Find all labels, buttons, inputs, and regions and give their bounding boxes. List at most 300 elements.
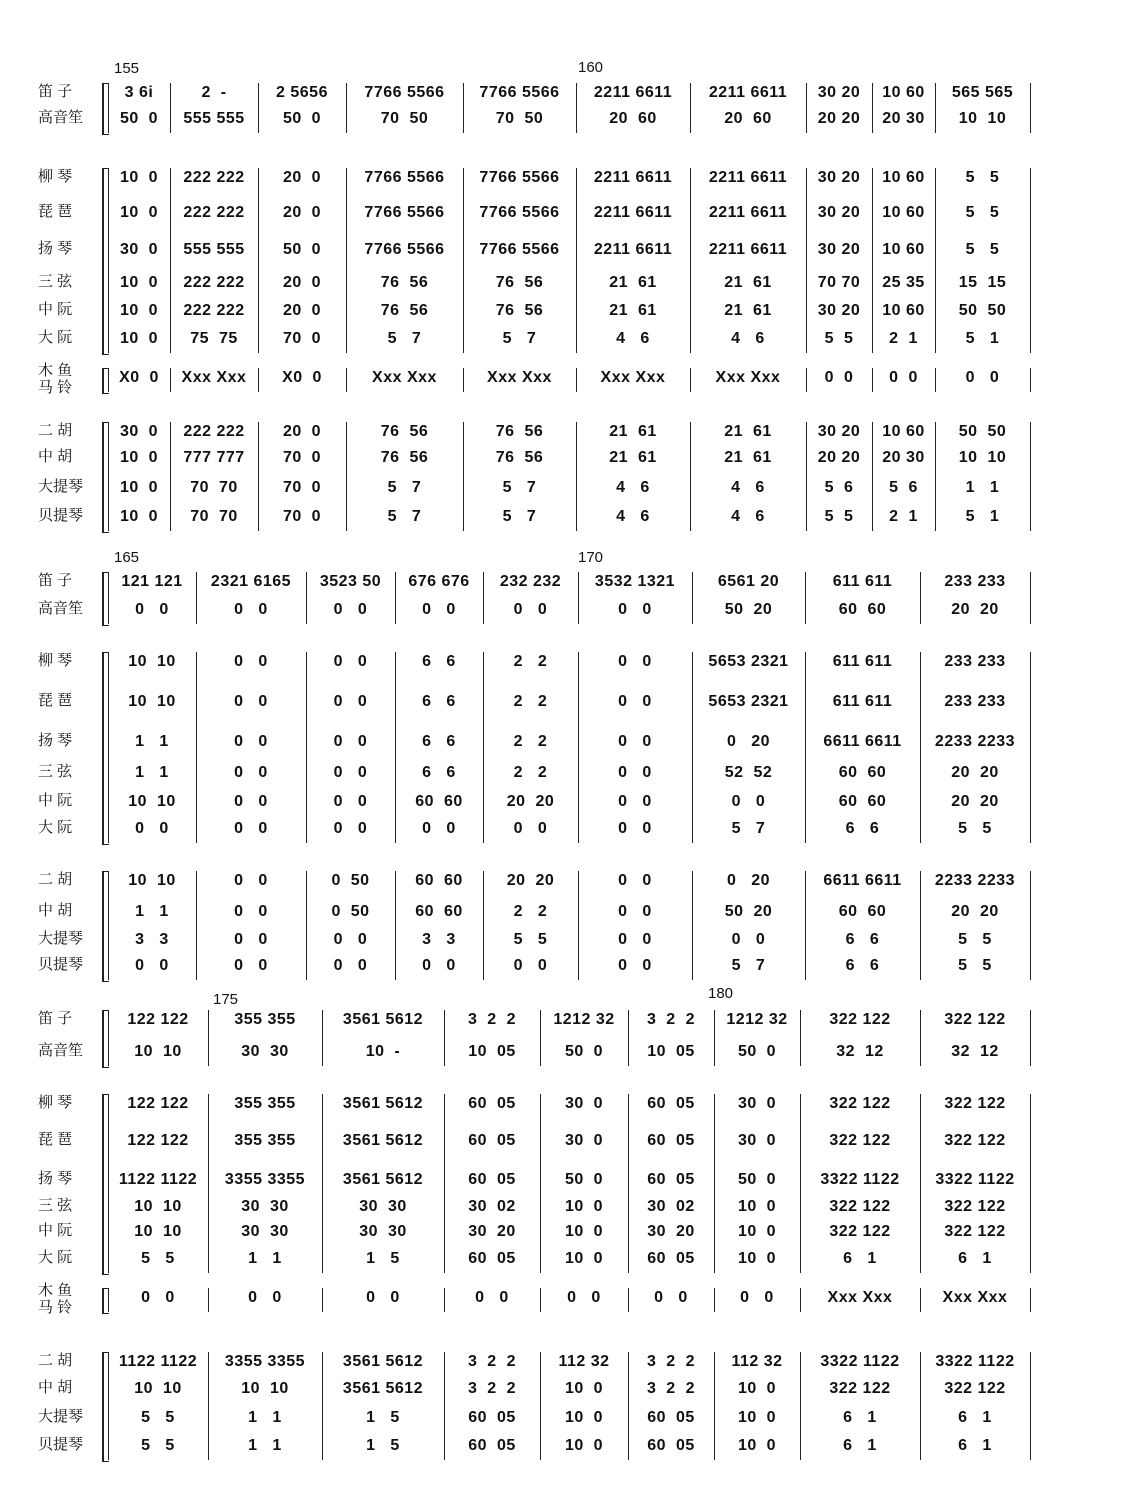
measure-cell: 10 0 <box>119 274 159 291</box>
measure-cell: 30 30 <box>359 1198 407 1215</box>
measure-cell: Xxx Xxx <box>715 369 781 386</box>
measure-cell: 0 0 <box>234 653 268 670</box>
barline <box>108 572 109 624</box>
measure-cell: 0 50 <box>331 872 370 889</box>
measure-cell: 2 5656 <box>276 84 328 101</box>
measure-cell: 5 7 <box>731 820 766 837</box>
measure-cell: 70 50 <box>380 110 429 127</box>
measure-cell: Xxx Xxx <box>827 1289 893 1306</box>
barline <box>108 1094 109 1273</box>
measure-cell: Xxx Xxx <box>372 369 437 386</box>
measure-cell: 60 60 <box>838 601 887 618</box>
measure-cell: 70 0 <box>282 449 322 466</box>
barline <box>806 422 807 531</box>
measure-cell: 2 1 <box>889 330 918 347</box>
measure-cell: 322 122 <box>944 1095 1006 1112</box>
measure-cell: 6 1 <box>958 1409 992 1426</box>
barline <box>463 168 464 353</box>
barline <box>628 1288 629 1312</box>
barline <box>108 368 109 392</box>
measure-cell: 2 2 <box>513 903 548 920</box>
measure-cell: 2233 2233 <box>934 872 1016 889</box>
measure-cell: 15 15 <box>958 274 1007 291</box>
measure-cell: Xxx Xxx <box>181 369 247 386</box>
measure-cell: 30 20 <box>817 302 861 319</box>
barline <box>872 368 873 392</box>
measure-cell: 3 2 2 <box>647 1011 695 1028</box>
measure-cell: X0 0 <box>282 369 322 386</box>
measure-cell: 0 0 <box>731 931 766 948</box>
measure-cell: 222 222 <box>183 302 245 319</box>
measure-cell: 60 05 <box>468 1437 516 1454</box>
barline <box>692 652 693 843</box>
measure-cell: 60 05 <box>647 1171 695 1188</box>
measure-cell: 1 5 <box>366 1250 400 1267</box>
instrument-label: 高音笙 <box>38 1042 84 1059</box>
measure-cell: 2 - <box>201 84 227 101</box>
measure-cell: 10 10 <box>958 110 1007 127</box>
barline <box>1030 1094 1031 1273</box>
measure-cell: 5 5 <box>965 204 1000 221</box>
measure-cell: 30 30 <box>241 1043 289 1060</box>
instrument-label: 大 阮 <box>38 1249 73 1266</box>
measure-cell: 20 30 <box>882 110 925 127</box>
barline <box>322 1010 323 1066</box>
measure-cell: 50 20 <box>724 903 773 920</box>
measure-cell: 10 60 <box>882 241 925 258</box>
barline <box>444 1010 445 1066</box>
measure-cell: 2211 6611 <box>593 204 673 221</box>
measure-cell: 7766 5566 <box>364 84 445 101</box>
barline <box>920 1352 921 1460</box>
measure-cell: Xxx Xxx <box>487 369 552 386</box>
measure-cell: 21 61 <box>724 449 772 466</box>
measure-cell: 2 2 <box>513 693 548 710</box>
measure-cell: 10 0 <box>737 1223 777 1240</box>
measure-cell: 3322 1122 <box>820 1171 900 1188</box>
measure-cell: 60 05 <box>468 1132 516 1149</box>
barline <box>108 1288 109 1312</box>
measure-cell: 30 30 <box>359 1223 407 1240</box>
measure-cell: 0 0 <box>475 1289 509 1306</box>
measure-cell: 30 20 <box>817 241 861 258</box>
instrument-label: 二 胡 <box>38 422 73 439</box>
barline <box>346 368 347 392</box>
measure-cell: 10 10 <box>958 449 1007 466</box>
measure-cell: 10 0 <box>737 1250 777 1267</box>
barline <box>800 1288 801 1312</box>
barline <box>170 368 171 392</box>
measure-cell: 0 0 <box>618 733 652 750</box>
measure-cell: 0 0 <box>889 369 918 386</box>
measure-cell: 0 0 <box>366 1289 400 1306</box>
measure-cell: 5 6 <box>889 479 918 496</box>
barline <box>628 1352 629 1460</box>
measure-cell: 5 7 <box>731 957 766 974</box>
measure-cell: 4 6 <box>731 479 765 496</box>
measure-cell: 20 0 <box>282 423 322 440</box>
measure-cell: 76 56 <box>380 423 429 440</box>
measure-cell: 10 05 <box>647 1043 695 1060</box>
measure-cell: 0 0 <box>333 764 368 781</box>
barline <box>306 572 307 624</box>
measure-cell: 25 35 <box>882 274 925 291</box>
measure-cell: 10 60 <box>882 169 925 186</box>
barline <box>108 83 109 133</box>
measure-cell: 3 3 <box>422 931 456 948</box>
measure-cell: 112 32 <box>558 1353 610 1370</box>
measure-cell: 10 0 <box>564 1223 604 1240</box>
measure-cell: 10 0 <box>119 508 159 525</box>
measure-number-start: 165 <box>114 549 140 566</box>
measure-cell: 676 676 <box>408 573 470 590</box>
measure-cell: 6 1 <box>843 1409 877 1426</box>
measure-cell: 5 7 <box>502 330 537 347</box>
measure-cell: 50 0 <box>737 1043 777 1060</box>
measure-cell: 30 0 <box>119 423 159 440</box>
barline <box>108 1352 109 1460</box>
measure-cell: 555 555 <box>183 110 245 127</box>
measure-cell: 6 1 <box>958 1250 992 1267</box>
measure-cell: 322 122 <box>944 1011 1006 1028</box>
measure-cell: 21 61 <box>609 449 657 466</box>
measure-cell: 0 0 <box>333 733 368 750</box>
barline <box>258 168 259 353</box>
measure-cell: 10 0 <box>119 449 159 466</box>
measure-cell: 7766 5566 <box>479 241 560 258</box>
barline <box>806 368 807 392</box>
barline <box>872 168 873 353</box>
measure-cell: 76 56 <box>495 449 544 466</box>
barline <box>714 1010 715 1066</box>
instrument-label: 中 胡 <box>38 902 73 919</box>
barline <box>935 422 936 531</box>
measure-cell: 2 1 <box>889 508 918 525</box>
measure-cell: 20 0 <box>282 204 322 221</box>
measure-cell: 0 0 <box>618 872 652 889</box>
measure-cell: 1 1 <box>135 903 169 920</box>
measure-cell: 7766 5566 <box>364 241 445 258</box>
instrument-label: 中 阮 <box>38 301 73 318</box>
measure-cell: 76 56 <box>495 302 544 319</box>
measure-cell: 0 0 <box>965 369 1000 386</box>
measure-cell: 0 0 <box>333 931 368 948</box>
barline <box>1030 422 1031 531</box>
measure-cell: 0 0 <box>513 601 548 618</box>
measure-cell: 10 0 <box>737 1437 777 1454</box>
measure-cell: 30 0 <box>564 1132 604 1149</box>
measure-cell: 5 1 <box>965 330 1000 347</box>
measure-cell: 50 0 <box>119 110 159 127</box>
instrument-label: 柳 琴 <box>38 168 73 185</box>
barline <box>1030 1352 1031 1460</box>
measure-cell: 322 122 <box>944 1198 1006 1215</box>
measure-cell: 30 0 <box>737 1132 777 1149</box>
measure-cell: 5 6 <box>824 479 854 496</box>
measure-cell: 0 0 <box>654 1289 688 1306</box>
barline <box>346 83 347 133</box>
measure-cell: 20 20 <box>951 601 999 618</box>
measure-cell: 10 - <box>365 1043 401 1060</box>
measure-cell: 0 0 <box>618 764 652 781</box>
measure-cell: 60 05 <box>647 1250 695 1267</box>
measure-cell: 222 222 <box>183 169 245 186</box>
measure-cell: 0 0 <box>333 957 368 974</box>
measure-cell: 6 6 <box>422 653 456 670</box>
barline <box>805 871 806 980</box>
measure-cell: 6 6 <box>422 733 456 750</box>
barline <box>463 83 464 133</box>
instrument-label: 贝提琴 <box>38 1436 84 1453</box>
measure-cell: 3 6i <box>124 84 154 101</box>
measure-cell: 60 60 <box>415 793 463 810</box>
barline <box>540 1094 541 1273</box>
barline <box>483 652 484 843</box>
instrument-label: 三 弦 <box>38 273 73 290</box>
measure-cell: 233 233 <box>944 653 1006 670</box>
measure-cell: 0 0 <box>422 601 456 618</box>
measure-cell: 322 122 <box>829 1223 891 1240</box>
measure-cell: 0 0 <box>234 764 268 781</box>
measure-cell: 322 122 <box>944 1223 1006 1240</box>
measure-cell: 0 0 <box>234 820 268 837</box>
measure-cell: 1 1 <box>248 1437 282 1454</box>
barline <box>444 1094 445 1273</box>
measure-cell: 0 0 <box>618 601 652 618</box>
measure-cell: 5653 2321 <box>708 653 789 670</box>
instrument-label: 大提琴 <box>38 930 84 947</box>
measure-cell: 233 233 <box>944 573 1006 590</box>
measure-cell: 5 5 <box>513 931 548 948</box>
measure-cell: 30 0 <box>564 1095 604 1112</box>
barline <box>196 871 197 980</box>
measure-cell: 3355 3355 <box>224 1353 306 1370</box>
measure-cell: 0 0 <box>234 872 268 889</box>
measure-cell: 5 5 <box>141 1409 175 1426</box>
measure-cell: 5 5 <box>958 957 992 974</box>
measure-cell: 122 122 <box>127 1095 189 1112</box>
instrument-label: 二 胡 <box>38 871 73 888</box>
measure-cell: 3561 5612 <box>342 1380 424 1397</box>
measure-cell: 10 60 <box>882 302 925 319</box>
measure-cell: 233 233 <box>944 693 1006 710</box>
measure-cell: 1212 32 <box>553 1011 615 1028</box>
barline <box>920 572 921 624</box>
barline <box>714 1094 715 1273</box>
measure-cell: 322 122 <box>829 1380 891 1397</box>
barline <box>395 871 396 980</box>
measure-cell: 0 0 <box>618 653 652 670</box>
barline <box>196 572 197 624</box>
measure-cell: 1 5 <box>366 1409 400 1426</box>
measure-cell: 5 5 <box>965 241 1000 258</box>
measure-cell: 0 0 <box>234 903 268 920</box>
measure-cell: 30 02 <box>647 1198 695 1215</box>
measure-cell: 0 0 <box>422 957 456 974</box>
measure-cell: 0 0 <box>618 820 652 837</box>
measure-cell: 0 50 <box>331 903 370 920</box>
instrument-label: 中 阮 <box>38 792 73 809</box>
measure-cell: 50 0 <box>282 110 322 127</box>
measure-cell: 5 5 <box>824 508 854 525</box>
measure-cell: 1212 32 <box>726 1011 788 1028</box>
barline <box>806 168 807 353</box>
measure-cell: 20 60 <box>609 110 657 127</box>
measure-cell: 10 0 <box>737 1409 777 1426</box>
measure-cell: 0 0 <box>234 693 268 710</box>
instrument-label: 大提琴 <box>38 478 84 495</box>
measure-cell: 30 30 <box>241 1223 289 1240</box>
barline <box>322 1288 323 1312</box>
measure-cell: 76 56 <box>380 274 429 291</box>
measure-cell: 4 6 <box>731 330 765 347</box>
measure-cell: 10 10 <box>128 693 176 710</box>
measure-cell: 7766 5566 <box>479 204 560 221</box>
barline <box>1030 368 1031 392</box>
barline <box>800 1094 801 1273</box>
barline <box>258 368 259 392</box>
measure-cell: 3561 5612 <box>342 1095 424 1112</box>
barline <box>108 422 109 531</box>
measure-cell: 10 10 <box>134 1198 182 1215</box>
barline <box>628 1010 629 1066</box>
measure-cell: 76 56 <box>495 274 544 291</box>
measure-cell: 0 0 <box>141 1289 175 1306</box>
instrument-label: 中 胡 <box>38 1379 73 1396</box>
barline <box>258 83 259 133</box>
measure-cell: 20 20 <box>506 793 555 810</box>
measure-cell: 3355 3355 <box>224 1171 306 1188</box>
measure-cell: 1 5 <box>366 1437 400 1454</box>
measure-cell: 0 0 <box>618 903 652 920</box>
measure-cell: 0 0 <box>333 693 368 710</box>
measure-cell: 222 222 <box>183 423 245 440</box>
barline <box>806 83 807 133</box>
measure-cell: 0 0 <box>234 957 268 974</box>
measure-number-mid: 170 <box>578 549 604 566</box>
measure-cell: 10 10 <box>128 872 176 889</box>
measure-cell: 2211 6611 <box>708 84 788 101</box>
measure-cell: 121 121 <box>121 573 183 590</box>
instrument-label: 高音笙 <box>38 109 84 126</box>
barline <box>872 422 873 531</box>
measure-cell: 70 0 <box>282 330 322 347</box>
measure-cell: 60 60 <box>838 793 887 810</box>
instrument-label: 琵 琶 <box>38 692 73 709</box>
measure-cell: 611 611 <box>832 573 893 590</box>
measure-cell: 10 0 <box>119 169 159 186</box>
measure-cell: 2211 6611 <box>708 204 788 221</box>
measure-cell: 3561 5612 <box>342 1353 424 1370</box>
measure-cell: 5 7 <box>502 508 537 525</box>
instrument-label: 二 胡 <box>38 1352 73 1369</box>
measure-cell: 32 12 <box>951 1043 999 1060</box>
measure-cell: 112 32 <box>731 1353 783 1370</box>
barline <box>714 1288 715 1312</box>
measure-cell: 122 122 <box>127 1011 189 1028</box>
measure-cell: 21 61 <box>724 274 772 291</box>
measure-cell: 76 56 <box>495 423 544 440</box>
measure-cell: 555 555 <box>183 241 245 258</box>
measure-cell: 0 0 <box>333 820 368 837</box>
measure-cell: 60 05 <box>468 1409 516 1426</box>
measure-cell: 0 0 <box>234 733 268 750</box>
measure-cell: 30 02 <box>468 1198 516 1215</box>
measure-cell: 10 0 <box>119 479 159 496</box>
barline <box>578 572 579 624</box>
measure-cell: 0 0 <box>513 820 548 837</box>
measure-cell: 10 0 <box>564 1380 604 1397</box>
measure-cell: 21 61 <box>609 274 657 291</box>
barline <box>1030 1288 1031 1312</box>
instrument-label: 贝提琴 <box>38 507 84 524</box>
measure-cell: 70 70 <box>190 479 238 496</box>
barline <box>483 572 484 624</box>
measure-cell: 1 1 <box>135 733 169 750</box>
measure-cell: 2211 6611 <box>593 169 673 186</box>
measure-cell: 60 60 <box>838 903 887 920</box>
barline <box>920 1010 921 1066</box>
barline <box>1030 652 1031 843</box>
barline <box>306 871 307 980</box>
measure-cell: 3561 5612 <box>342 1132 424 1149</box>
barline <box>800 1010 801 1066</box>
measure-cell: 322 122 <box>829 1095 891 1112</box>
measure-cell: 10 10 <box>134 1043 182 1060</box>
instrument-label: 大 阮 <box>38 819 73 836</box>
measure-cell: 10 0 <box>737 1198 777 1215</box>
measure-cell: 10 0 <box>564 1409 604 1426</box>
measure-cell: 6611 6611 <box>823 733 902 750</box>
measure-cell: 70 70 <box>190 508 238 525</box>
measure-cell: 0 0 <box>422 820 456 837</box>
instrument-label: 扬 琴 <box>38 240 73 257</box>
measure-cell: 50 50 <box>958 302 1007 319</box>
instrument-label: 柳 琴 <box>38 652 73 669</box>
measure-cell: 1 1 <box>135 764 169 781</box>
measure-cell: 5 7 <box>387 479 422 496</box>
instrument-label: 木 鱼 马 铃 <box>38 362 73 396</box>
measure-cell: 355 355 <box>234 1011 296 1028</box>
measure-cell: 1122 1122 <box>118 1353 198 1370</box>
measure-cell: 5653 2321 <box>708 693 789 710</box>
measure-number-start: 155 <box>114 60 140 77</box>
measure-cell: 3322 1122 <box>935 1353 1015 1370</box>
measure-cell: 10 0 <box>564 1250 604 1267</box>
measure-cell: 10 10 <box>128 793 176 810</box>
measure-cell: 60 60 <box>838 764 887 781</box>
measure-cell: 6 6 <box>845 820 880 837</box>
measure-cell: 222 222 <box>183 204 245 221</box>
measure-cell: 4 6 <box>616 479 650 496</box>
measure-cell: 10 05 <box>468 1043 516 1060</box>
measure-cell: 7766 5566 <box>479 84 560 101</box>
barline <box>170 422 171 531</box>
measure-cell: 0 0 <box>135 820 169 837</box>
measure-cell: 7766 5566 <box>479 169 560 186</box>
barline <box>540 1352 541 1460</box>
barline <box>805 572 806 624</box>
barline <box>208 1010 209 1066</box>
measure-cell: 76 56 <box>380 449 429 466</box>
measure-cell: 21 61 <box>609 302 657 319</box>
barline <box>540 1010 541 1066</box>
measure-cell: 50 0 <box>564 1171 604 1188</box>
measure-cell: 5 5 <box>965 169 1000 186</box>
measure-cell: 4 6 <box>616 508 650 525</box>
measure-cell: 0 0 <box>333 793 368 810</box>
measure-cell: 0 0 <box>234 931 268 948</box>
